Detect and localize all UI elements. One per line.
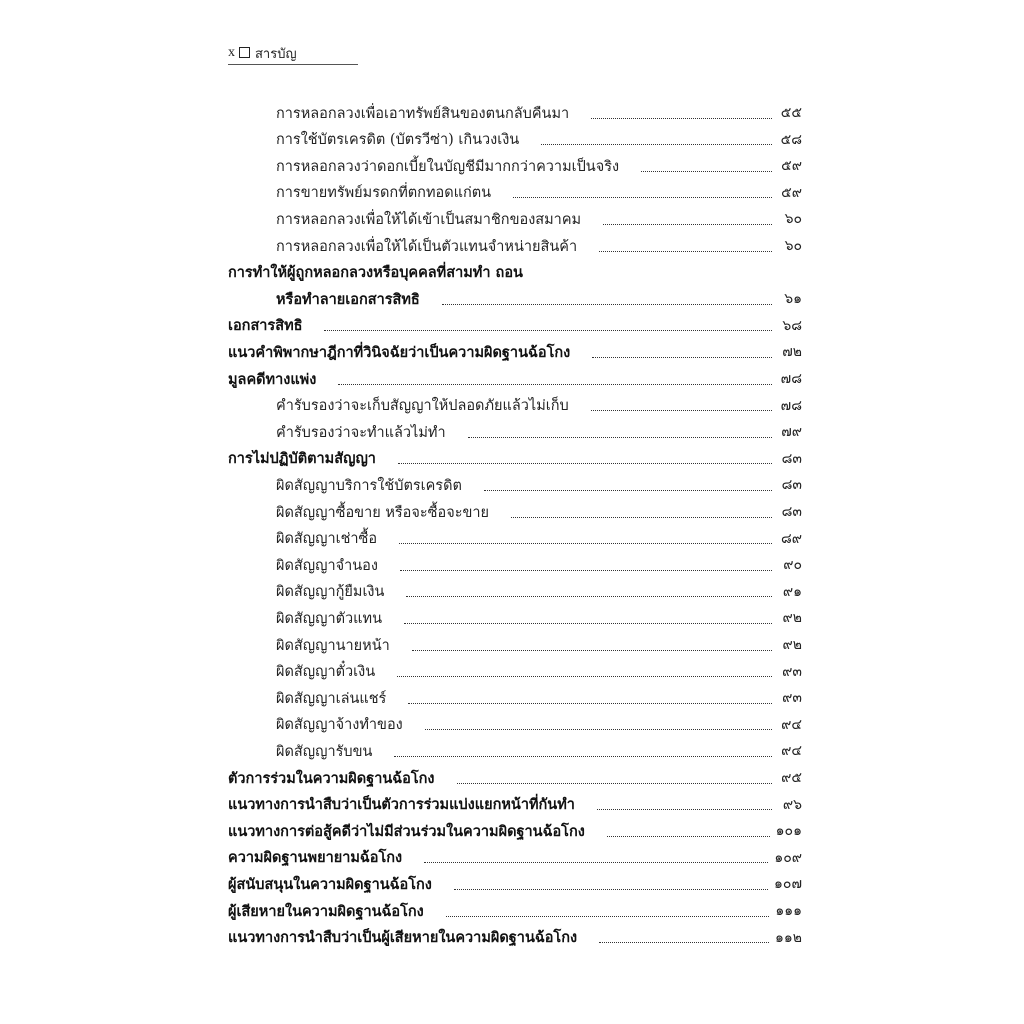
toc-page-number: ๕๙ (781, 184, 802, 201)
toc-page-number: ๙๓ (782, 690, 802, 707)
toc-entry (228, 446, 802, 472)
toc-entry (276, 738, 802, 764)
toc-entry-title: ผิดสัญญารับขน (276, 743, 373, 760)
toc-entry-title: ผิดสัญญาจ้างทำของ (276, 717, 403, 734)
toc-entry-title: ผิดสัญญานายหน้า (276, 637, 390, 654)
toc-page-number: ๘๓ (781, 477, 802, 494)
toc-entry-title: ผิดสัญญาซื้อขาย หรือจะซื้อจะขาย (276, 504, 490, 521)
dot-leader (324, 330, 772, 331)
toc-entry-title: ผิดสัญญาเช่าซื้อ (276, 531, 378, 548)
toc-page-number: ๗๒ (782, 344, 802, 361)
toc-entry-title: ผิดสัญญาจำนอง (276, 557, 378, 574)
dot-leader (338, 384, 772, 385)
toc-entry-title: เอกสารสิทธิ (228, 317, 303, 335)
dot-leader (425, 729, 772, 730)
toc-entry (228, 898, 802, 924)
dot-leader (404, 623, 772, 624)
toc-entry-title: แนวคำพิพากษาฎีกาที่วินิจฉัยว่าเป็นความผิดฐานฉ้อโกง (228, 343, 571, 361)
toc-entry-title: การหลอกลวงว่าดอกเบี้ยในบัญชีมีมากกว่าความเป็นจริง (276, 158, 620, 175)
dot-leader (484, 490, 772, 491)
dot-leader (446, 916, 770, 917)
toc-entry-title: การใช้บัตรเครดิต (บัตรวีซ่า) เกินวงเงิน (276, 132, 520, 149)
toc-page-number: ๙๐ (783, 557, 802, 574)
toc-entry-title: หรือทำลายเอกสารสิทธิ (276, 290, 420, 308)
toc-entry (228, 792, 802, 818)
toc-entry (276, 393, 802, 419)
toc-page-number: ๖๘ (782, 317, 802, 334)
dot-leader (513, 197, 772, 198)
toc-entry (276, 685, 802, 711)
toc-page-number: ๗๘ (780, 371, 802, 387)
dot-leader (454, 889, 768, 890)
toc-entry (276, 419, 802, 445)
dot-leader (424, 862, 768, 863)
toc-page-number: ๑๐๗ (774, 876, 802, 893)
dot-leader (603, 224, 772, 225)
dot-leader (394, 756, 772, 757)
toc-page-number: ๑๐๑ (775, 823, 802, 840)
toc-page-number: ๖๐ (784, 211, 802, 228)
toc-page-number: ๙๔ (781, 743, 802, 760)
toc-entry (276, 286, 802, 312)
toc-page-number: ๕๕ (780, 105, 802, 121)
toc-entry-title: มูลคดีทางแพ่ง (228, 370, 317, 388)
dot-leader (607, 836, 770, 837)
dot-leader (400, 570, 772, 571)
toc-page-number: ๖๑ (784, 291, 802, 308)
toc-page-number: ๙๕ (781, 770, 802, 786)
toc-page-number: ๘๓ (781, 504, 802, 520)
toc-entry (276, 605, 802, 631)
header-page-number: x (228, 45, 235, 60)
toc-entry (228, 313, 802, 339)
toc-entry-title: การขายทรัพย์มรดกที่ตกทอดแก่ตน (276, 185, 492, 202)
dot-leader (511, 517, 772, 518)
toc-entry (228, 925, 802, 951)
toc-entry-title: ตัวการร่วมในความผิดฐานฉ้อโกง (228, 769, 435, 787)
toc-entry-title: การทำให้ผู้ถูกหลอกลวงหรือบุคคลที่สามทำ ถอน (228, 264, 523, 282)
toc-entry-title: แนวทางการนำสืบว่าเป็นตัวการร่วมแบ่งแยกหน้าที่กันทำ (228, 796, 575, 814)
toc-page-number: ๙๔ (781, 716, 802, 733)
toc-entry (276, 632, 802, 658)
dot-leader (412, 650, 772, 651)
toc-entry (276, 100, 802, 126)
toc-page-number: ๖๐ (784, 238, 802, 254)
dot-leader (399, 543, 772, 544)
toc-entry (276, 472, 802, 498)
dot-leader (641, 171, 772, 172)
toc-entry-title: ผิดสัญญาตั๋วเงิน (276, 664, 376, 681)
toc-page-number: ๑๑๒ (774, 929, 802, 946)
dot-leader (597, 809, 772, 810)
toc-entry (276, 233, 802, 259)
toc-entry-title: การไม่ปฏิบัติตามสัญญา (228, 450, 376, 468)
dot-leader (591, 118, 772, 119)
toc-entry-title: การหลอกลวงเพื่อให้ได้เข้าเป็นสมาชิกของสมาคม (276, 211, 582, 228)
toc-entry-title: แนวทางการต่อสู้คดีว่าไม่มีส่วนร่วมในความผิดฐานฉ้อโกง (228, 822, 585, 840)
toc-entry-title: ผิดสัญญาบริการใช้บัตรเครดิต (276, 477, 462, 494)
toc-entry (228, 818, 802, 844)
toc-page-number: ๙๒ (782, 610, 802, 627)
toc-page-number: ๙๑ (782, 583, 802, 600)
toc-entry (276, 526, 802, 552)
dot-leader (599, 942, 769, 943)
dot-leader (406, 596, 772, 597)
toc-page-number: ๗๙ (781, 424, 802, 441)
toc-entry-title: คำรับรองว่าจะทำแล้วไม่ทำ (276, 424, 446, 441)
toc-page-number: ๙๒ (782, 637, 802, 653)
toc-entry-title: คำรับรองว่าจะเก็บสัญญาให้ปลอดภัยแล้วไม่เก็บ (276, 398, 569, 415)
dot-leader (592, 357, 772, 358)
toc-page-number: ๕๘ (780, 131, 802, 148)
toc-page-number: ๗๘ (780, 397, 802, 414)
toc-entry-title: ผิดสัญญากู้ยืมเงิน (276, 584, 385, 601)
toc-entry (276, 659, 802, 685)
toc-entry-title: การหลอกลวงเพื่อให้ได้เป็นตัวแทนจำหน่ายสินค้า (276, 238, 578, 255)
toc-entry (228, 765, 802, 791)
dot-leader (408, 703, 772, 704)
toc-entry (228, 871, 802, 897)
dot-leader (442, 304, 772, 305)
toc-entry (228, 366, 802, 392)
toc-entry-title: ความผิดฐานพยายามฉ้อโกง (228, 849, 403, 867)
dot-leader (397, 676, 772, 677)
header-title: สารบัญ (255, 46, 297, 62)
toc-entry-title: ผู้เสียหายในความผิดฐานฉ้อโกง (228, 902, 424, 920)
toc-page-number: ๙๓ (782, 663, 802, 680)
toc-page-number: ๙๖ (782, 796, 802, 813)
toc-entry-title: การหลอกลวงเพื่อเอาทรัพย์สินของตนกลับคืนมา (276, 105, 570, 122)
toc-entry (228, 260, 802, 286)
toc-page-number: ๑๐๙ (774, 849, 802, 866)
toc-entry-title: ผิดสัญญาเล่นแชร์ (276, 690, 387, 707)
dot-leader (541, 144, 772, 145)
dot-leader (468, 437, 772, 438)
toc-entry (228, 339, 802, 365)
dot-leader (591, 410, 772, 411)
toc-page-number: ๑๑๑ (775, 903, 802, 919)
toc-page-number: ๘๙ (780, 530, 802, 547)
toc-entry (276, 552, 802, 578)
toc-entry (228, 845, 802, 871)
dot-leader (398, 463, 772, 464)
toc-entry (276, 127, 802, 153)
toc-page-number: ๕๙ (781, 158, 802, 175)
toc-entry-title: ผู้สนับสนุนในความผิดฐานฉ้อโกง (228, 875, 432, 893)
toc-entry (276, 499, 802, 525)
toc-entry (276, 579, 802, 605)
dot-leader (599, 251, 772, 252)
toc-entry-title: แนวทางการนำสืบว่าเป็นผู้เสียหายในความผิดฐานฉ้อโกง (228, 929, 578, 947)
toc-page-number: ๘๓ (781, 450, 802, 467)
toc-entry (276, 206, 802, 232)
toc-entry (276, 153, 802, 179)
toc-entry (276, 712, 802, 738)
dot-leader (457, 783, 773, 784)
toc-entry (276, 180, 802, 206)
toc-entry-title: ผิดสัญญาตัวแทน (276, 610, 382, 627)
